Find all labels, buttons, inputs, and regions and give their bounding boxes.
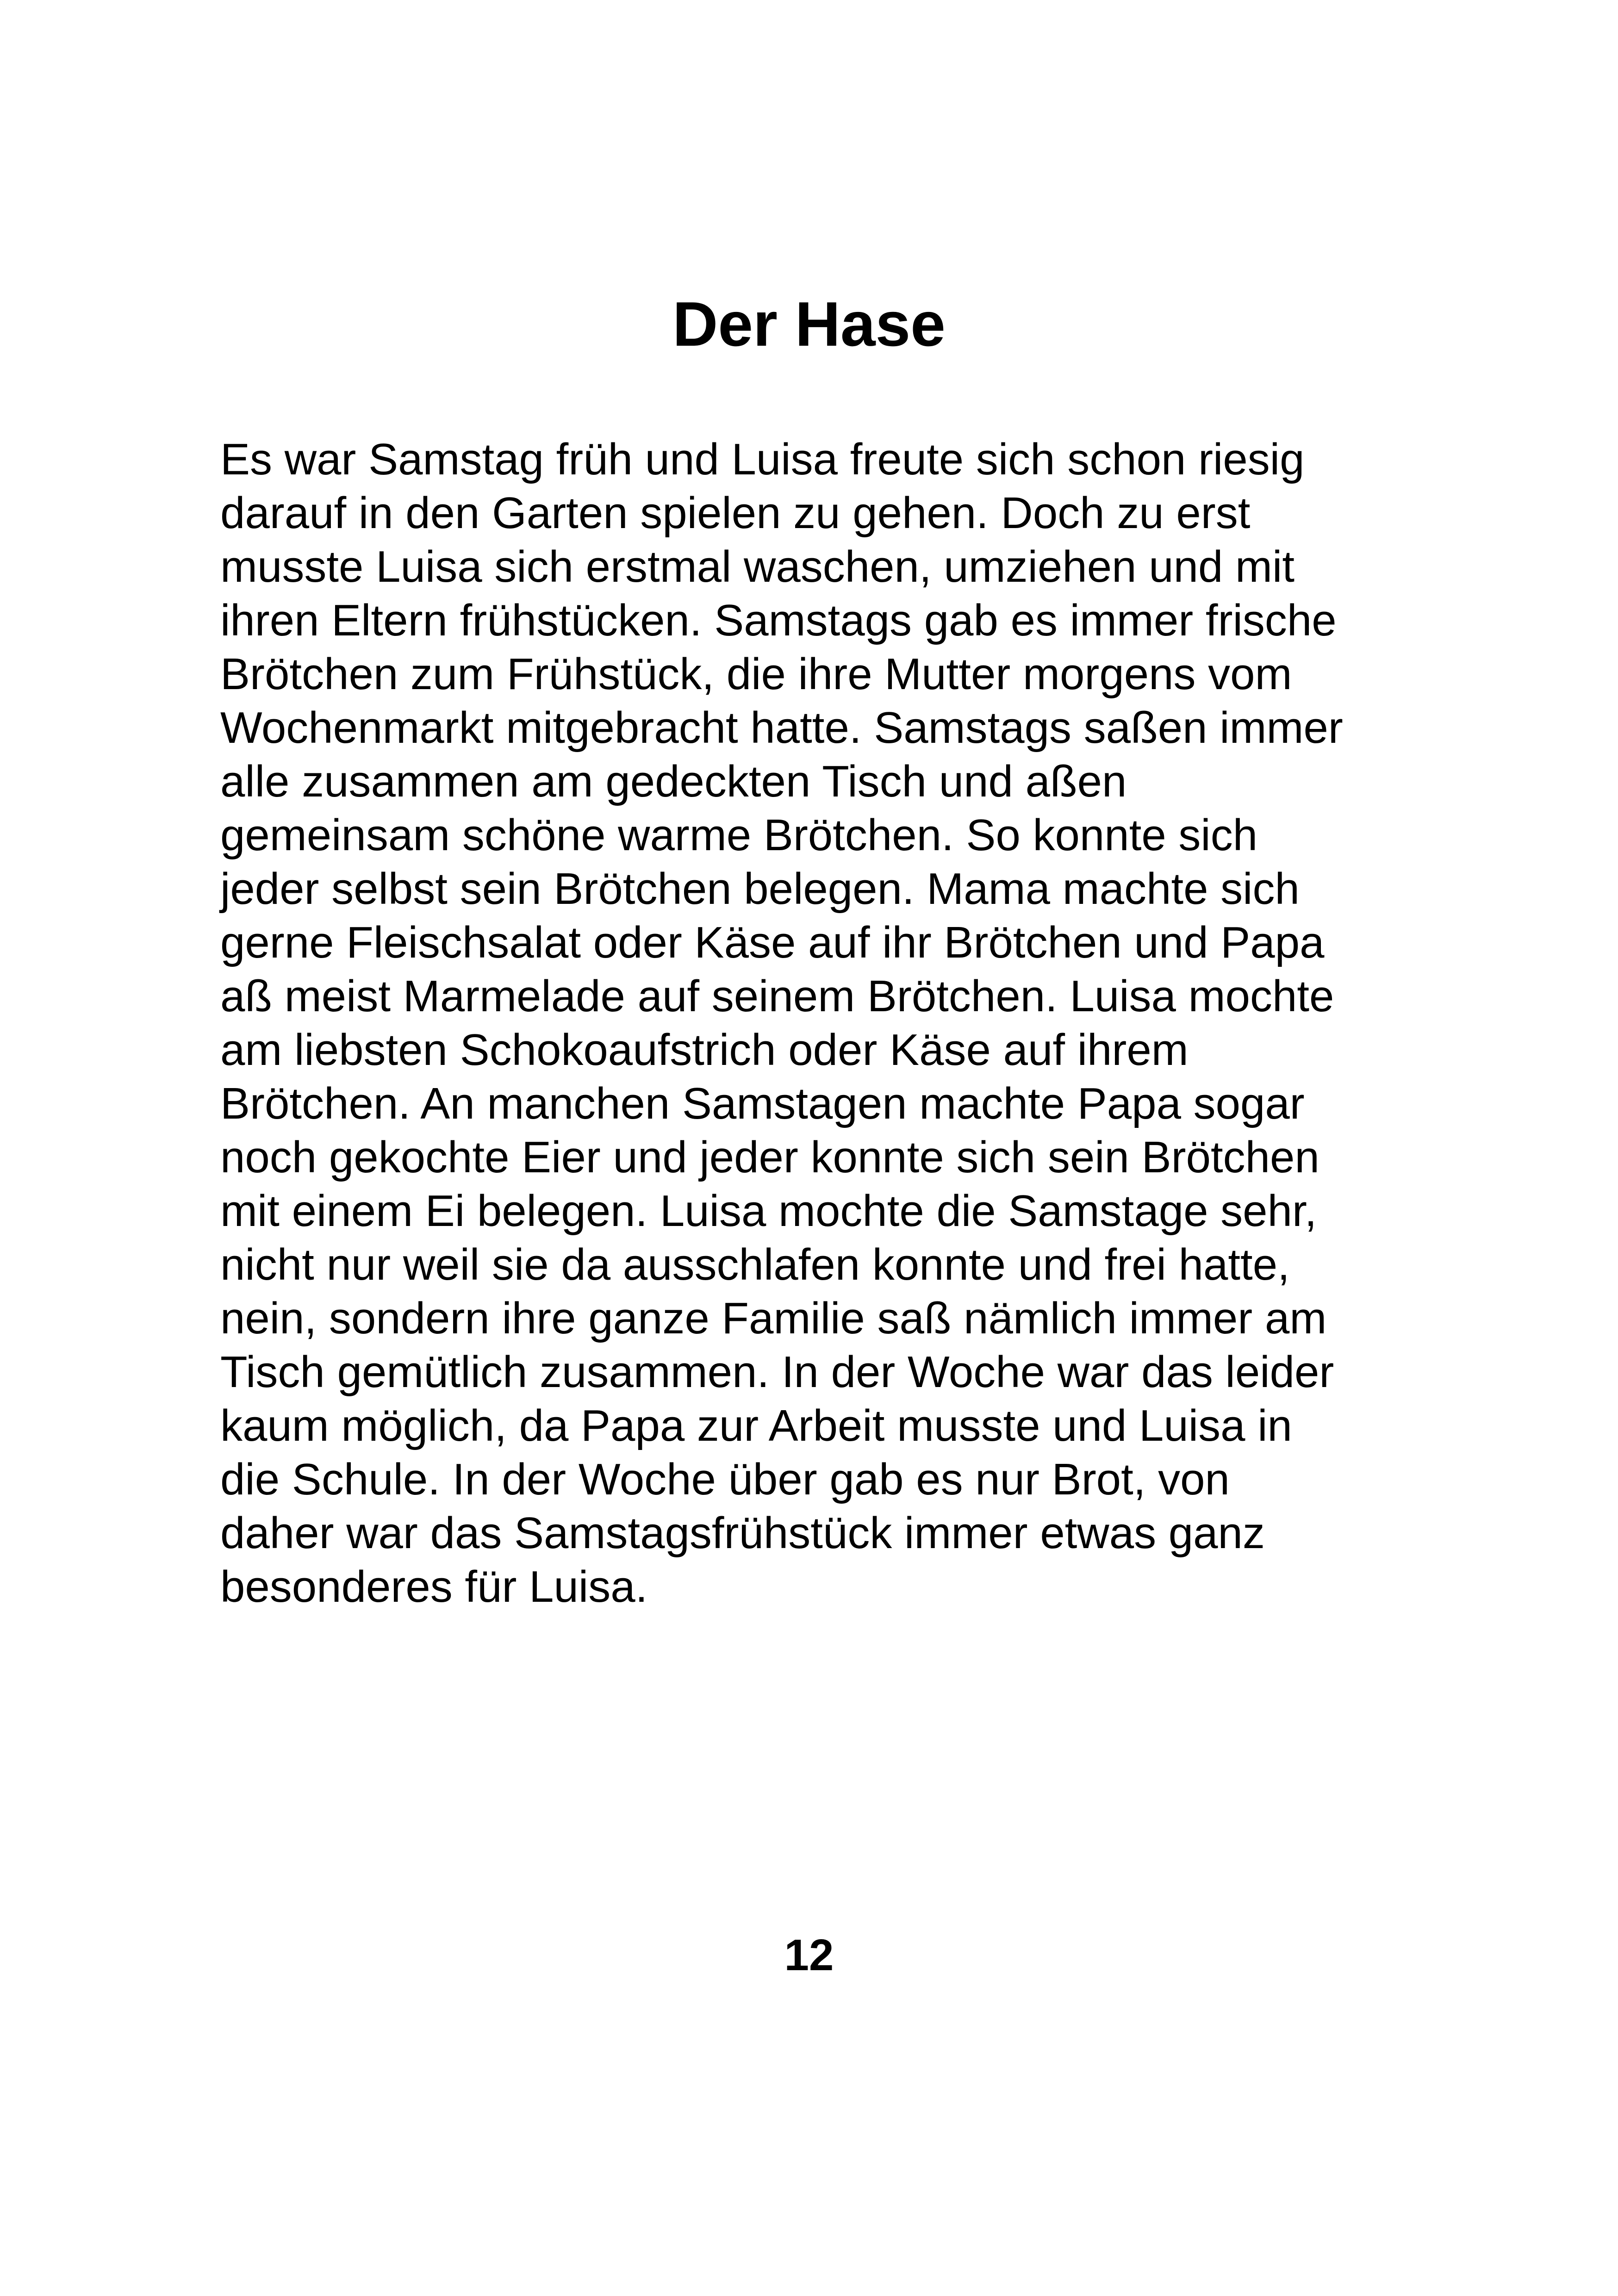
text-line: Es war Samstag früh und Luisa freute sich schon riesig <box>220 435 1305 484</box>
text-line: gerne Fleischsalat oder Käse auf ihr Brötchen und Papa <box>220 918 1325 967</box>
text-line: darauf in den Garten spielen zu gehen. Doch zu erst <box>220 488 1251 538</box>
text-line: die Schule. In der Woche über gab es nur Brot, von <box>220 1455 1230 1504</box>
chapter-title: Der Hase <box>672 289 946 359</box>
text-line: Brötchen. An manchen Samstagen machte Papa sogar <box>220 1079 1305 1128</box>
text-line: nein, sondern ihre ganze Familie saß nämlich immer am <box>220 1294 1327 1343</box>
text-line: ihren Eltern frühstücken. Samstags gab es immer frische <box>220 596 1337 645</box>
text-line: Wochenmarkt mitgebracht hatte. Samstags saßen immer <box>220 703 1343 753</box>
story-text <box>220 433 1433 1614</box>
text-line: Brötchen zum Frühstück, die ihre Mutter morgens vom <box>220 649 1292 699</box>
text-line: jeder selbst sein Brötchen belegen. Mama machte sich <box>220 864 1300 914</box>
text-line: gemeinsam schöne warme Brötchen. So konnte sich <box>220 810 1258 860</box>
text-line: musste Luisa sich erstmal waschen, umziehen und mit <box>220 542 1295 591</box>
text-line: noch gekochte Eier und jeder konnte sich sein Brötchen <box>220 1132 1319 1182</box>
text-line: aß meist Marmelade auf seinem Brötchen. Luisa mochte <box>220 971 1334 1021</box>
text-line: Tisch gemütlich zusammen. In der Woche war das leider <box>220 1347 1334 1397</box>
text-line: mit einem Ei belegen. Luisa mochte die Samstage sehr, <box>220 1186 1317 1236</box>
text-line: nicht nur weil sie da ausschlafen konnte und frei hatte, <box>220 1240 1290 1289</box>
text-line: daher war das Samstagsfrühstück immer etwas ganz <box>220 1508 1265 1558</box>
text-line: am liebsten Schokoaufstrich oder Käse auf ihrem <box>220 1025 1189 1075</box>
text-line: besonderes für Luisa. <box>220 1562 648 1612</box>
text-line: alle zusammen am gedeckten Tisch und aßen <box>220 757 1127 806</box>
text-line: kaum möglich, da Papa zur Arbeit musste und Luisa in <box>220 1401 1292 1450</box>
page-number: 12 <box>784 1930 834 1980</box>
